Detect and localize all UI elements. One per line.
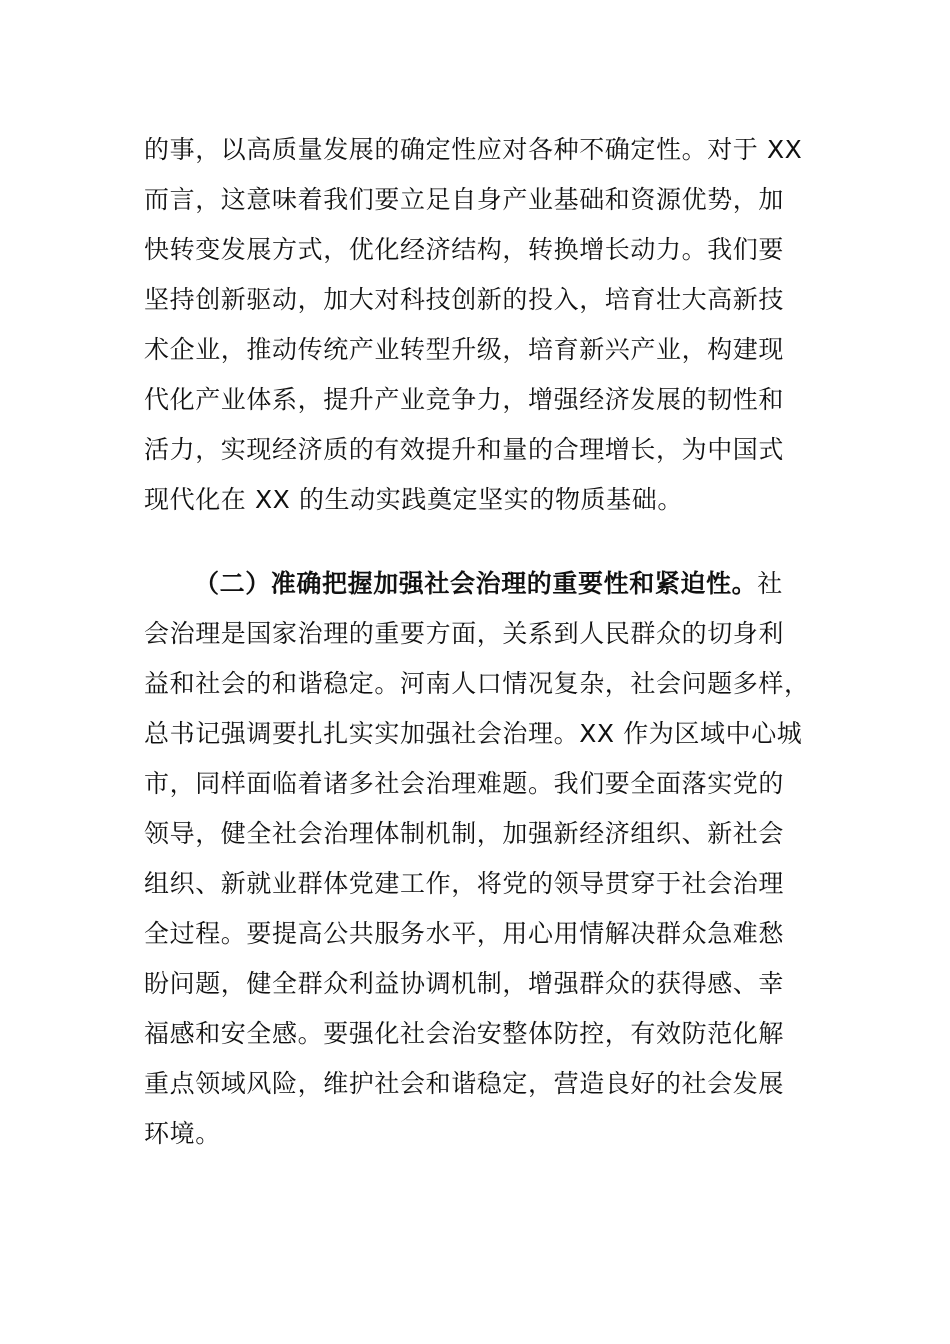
- paragraph-2-line-1: 会治理是国家治理的重要方面，关系到人民群众的切身利: [144, 619, 785, 648]
- paragraph-2-line-8: 盼问题，健全群众利益协调机制，增强群众的获得感、幸: [144, 969, 785, 998]
- paragraph-2-line-11: 环境。: [144, 1119, 221, 1148]
- paragraph-1-line-4: 坚持创新驱动，加大对科技创新的投入，培育壮大高新技: [144, 285, 785, 314]
- paragraph-1-line-3: 快转变发展方式，优化经济结构，转换增长动力。我们要: [144, 235, 785, 264]
- paragraph-2-line-10: 重点领域风险，维护社会和谐稳定，营造良好的社会发展: [144, 1069, 785, 1098]
- paragraph-1-line-2: 而言，这意味着我们要立足自身产业基础和资源优势，加: [144, 185, 785, 214]
- paragraph-1-line-1: 的事，以高质量发展的确定性应对各种不确定性。对于 XX: [144, 135, 803, 164]
- paragraph-2-line-3: 总书记强调要扎扎实实加强社会治理。XX 作为区域中心城: [144, 719, 803, 748]
- paragraph-2-line-6: 组织、新就业群体党建工作，将党的领导贯穿于社会治理: [144, 869, 785, 898]
- section-2-first-line: [194, 564, 814, 604]
- section-2-first-line-tail: 社: [757, 569, 783, 598]
- section-2-heading: （二）准确把握加强社会治理的重要性和紧迫性。: [194, 569, 758, 598]
- paragraph-1-line-5: 术企业，推动传统产业转型升级，培育新兴产业，构建现: [144, 335, 785, 364]
- paragraph-1-line-6: 代化产业体系，提升产业竞争力，增强经济发展的韧性和: [144, 385, 785, 414]
- paragraph-2-line-4: 市，同样面临着诸多社会治理难题。我们要全面落实党的: [144, 769, 785, 798]
- paragraph-1-line-7: 活力，实现经济质的有效提升和量的合理增长，为中国式: [144, 435, 785, 464]
- paragraph-2-line-9: 福感和安全感。要强化社会治安整体防控，有效防范化解: [144, 1019, 785, 1048]
- paragraph-2-line-2: 益和社会的和谐稳定。河南人口情况复杂，社会问题多样，: [144, 669, 810, 698]
- paragraph-2-line-5: 领导，健全社会治理体制机制，加强新经济组织、新社会: [144, 819, 785, 848]
- paragraph-1-line-8: 现代化在 XX 的生动实践奠定坚实的物质基础。: [144, 485, 683, 514]
- paragraph-2-line-7: 全过程。要提高公共服务水平，用心用情解决群众急难愁: [144, 919, 785, 948]
